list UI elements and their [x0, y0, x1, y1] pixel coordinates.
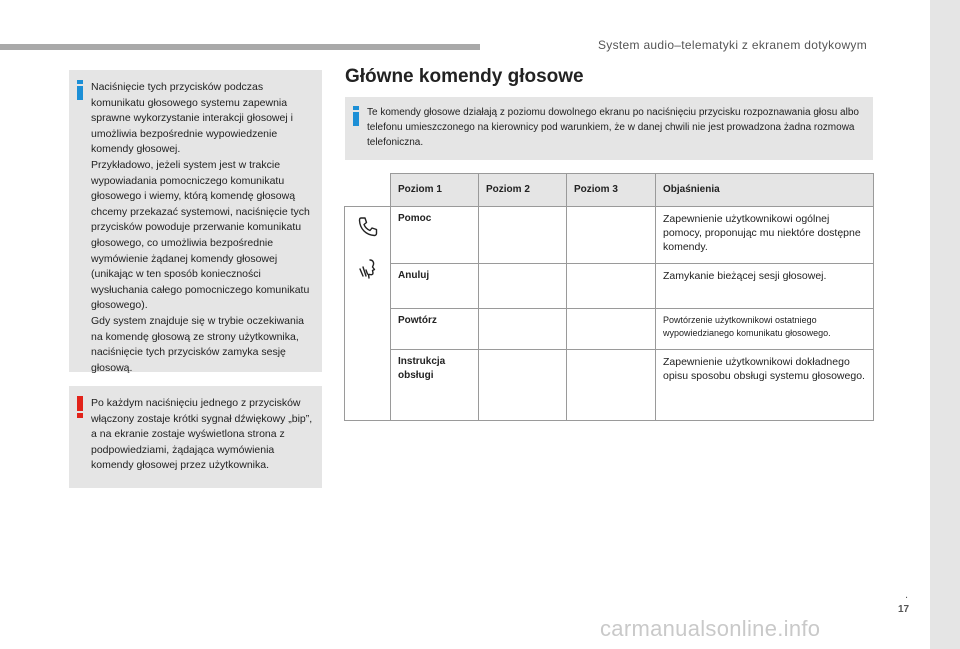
level3-cell	[567, 350, 656, 421]
info-note-text: Te komendy głosowe działają z poziomu dowolnego ekranu po naciśnięciu przycisku rozpoznawania głosu albo telefonu umieszczonego na kierownicy pod warunkiem, że w danej chwili nie jest prowadzona żadna rozmowa telefoniczna.	[367, 107, 859, 148]
column-header: Poziom 1	[391, 174, 479, 207]
info-icon	[77, 80, 83, 100]
level1-cell: Instrukcja obsługi	[391, 350, 479, 421]
table-header-row	[345, 174, 874, 207]
chapter-title: System audio–telematyki z ekranem dotykowym	[598, 38, 868, 52]
table-row	[345, 350, 874, 421]
info-note-text: Naciśnięcie tych przycisków podczas komunikatu głosowego systemu zapewnia sprawne wykorzystanie interakcji głosowej i umożliwia bezpośrednie wypowiedzenie komendy głosowej. Przykładowo, jeżeli system jest w trakcie wypowiadania pomocniczego komunikatu głosowego i wiemy, którą komendę głosową chcemy przekazać systemowi, naciśnięcie tych przycisków powoduje przerwanie komunikatu głosowego, co umożliwia bezpośrednie wymówienie żądanej komendy głosowej (unikając w ten sposób konieczności wysłuchania całego pomocniczego komunikatu głosowego). Gdy system znajduje się w trybie oczekiwania na komendę głosową ze strony użytkownika, naciśnięcie tych przycisków zamyka sesję głosową.	[91, 81, 310, 374]
section-title: Główne komendy głosowe	[345, 66, 584, 87]
info-icon	[353, 106, 359, 126]
level2-cell	[479, 350, 567, 421]
table-corner	[345, 174, 391, 207]
page-edge-strip	[930, 0, 960, 649]
description-cell: Zamykanie bieżącej sesji głosowej.	[656, 264, 874, 309]
level3-cell	[567, 207, 656, 264]
page-marker: .	[905, 589, 909, 601]
warning-note-text: Po każdym naciśnięciu jednego z przycisków włączony zostaje krótki sygnał dźwiękowy „bip”, a na ekranie zostaje wyświetlona strona z podpowiedziami, żądająca wymówienia komendy głosowej przez użytkownika.	[91, 397, 313, 472]
level3-cell	[567, 309, 656, 350]
description-cell: Zapewnienie użytkownikowi ogólnej pomocy, proponując mu niektóre dostępne komendy.	[656, 207, 874, 264]
watermark: carmanualsonline.info	[600, 616, 821, 641]
voice-commands-table	[344, 173, 874, 421]
column-header: Poziom 2	[479, 174, 567, 207]
table-row	[345, 264, 874, 309]
description-cell: Zapewnienie użytkownikowi dokładnego opisu sposobu obsługi systemu głosowego.	[656, 350, 874, 421]
phone-icon	[356, 215, 380, 239]
column-header: Objaśnienia	[656, 174, 874, 207]
table-row	[345, 207, 874, 264]
level2-cell	[479, 309, 567, 350]
level1-cell: Anuluj	[391, 264, 479, 309]
info-note-left	[69, 70, 322, 372]
level2-cell	[479, 264, 567, 309]
level1-cell: Powtórz	[391, 309, 479, 350]
description-cell: Powtórzenie użytkownikowi ostatniego wypowiedzianego komunikatu głosowego.	[656, 309, 874, 350]
voice-command-icon	[356, 257, 380, 283]
info-note-right	[345, 97, 873, 160]
warning-note	[69, 386, 322, 488]
warning-icon	[77, 396, 83, 418]
level3-cell	[567, 264, 656, 309]
level1-cell: Pomoc	[391, 207, 479, 264]
column-header: Poziom 3	[567, 174, 656, 207]
header-rule	[0, 44, 480, 50]
level2-cell	[479, 207, 567, 264]
icons-cell	[345, 207, 391, 421]
page-number: 17	[898, 604, 910, 615]
table-row	[345, 309, 874, 350]
